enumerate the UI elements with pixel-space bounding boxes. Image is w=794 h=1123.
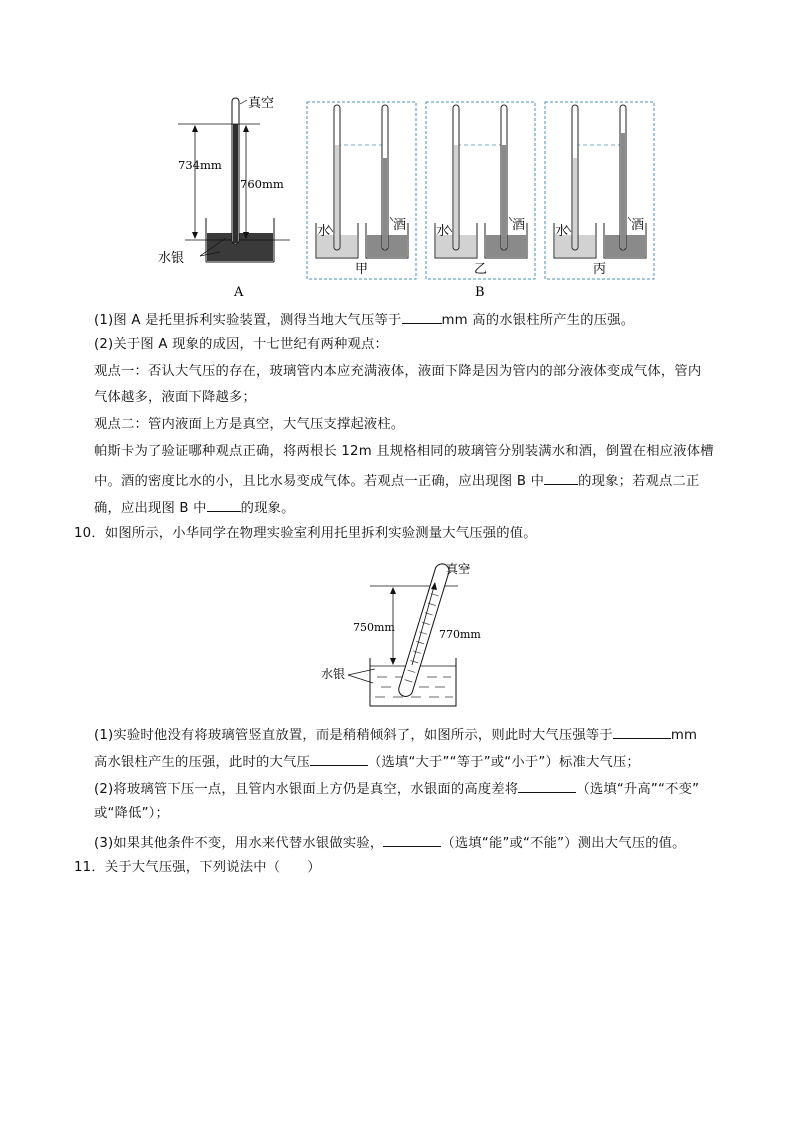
q10-fig-770-label: 770mm [439,628,481,641]
q9-viewpoint2: 观点二：管内液面上方是真空，大气压支撑起液柱。 [94,417,405,432]
figure-b-pascal [300,95,665,303]
figure-b-panel-yi-label: 乙 [474,262,488,277]
q9-part2: (2)关于图 A 现象的成因，十七世纪有两种观点： [94,337,389,352]
q10-blank-1[interactable] [613,724,671,739]
figure-a-734-label: 734mm [178,158,222,172]
q9-part1: (1)图 A 是托里拆利实验装置，测得当地大气压等于 mm 高的水银柱所产生的压强。 [94,309,634,330]
q10-blank-4[interactable] [383,832,441,847]
q10-part3: (3)如果其他条件不变，用水来代替水银做实验， （选填“能”或“不能”）测出大气压的值。 [94,832,686,853]
q10-blank-2[interactable] [310,751,368,766]
q9-blank-1[interactable] [402,309,442,324]
figure-b-bing-alcohol-label: 酒 [631,218,645,233]
q9-viewpoint1-line1: 观点一：否认大气压的存在，玻璃管内本应充满液体，液面下降是因为管内的部分液体变成气体，管内 [94,364,702,379]
q10-blank-3[interactable] [518,778,576,793]
figure-b-panel-jia-label: 甲 [355,262,369,277]
q9-viewpoint1-line2: 气体越多，液面下降越多； [94,390,256,405]
q10-fig-mercury-label: 水银 [321,667,346,681]
figure-b-caption: B [475,285,485,300]
q10-part2-line2: 或“降低”）； [94,806,170,821]
figure-b-yi-water-label: 水 [436,224,450,239]
q10-stem: 10．如图所示，小华同学在物理实验室利用托里拆利实验测量大气压强的值。 [74,526,537,541]
figure-a-mercury-basin [207,233,273,261]
figure-a-mercury-column [233,124,238,243]
figure-a-760-label: 760mm [240,177,284,191]
q9-blank-2[interactable] [544,470,578,485]
q9-pascal-line2: 中。酒的密度比水的小，且比水易变成气体。若观点一正确，应出现图 B 中 的现象；若观点二正 [94,470,700,491]
figure-a-mercury-label: 水银 [158,251,185,266]
figure-b-jia-water-label: 水 [317,224,331,239]
q10-part2-line1: (2)将玻璃管下压一点，且管内水银面上方仍是真空，水银面的高度差将 （选填“升高”“不变” [94,778,699,799]
figure-b-yi-alcohol-label: 酒 [512,218,526,233]
figure-b-panel-yi [426,102,535,279]
q9-blank-3[interactable] [207,497,241,512]
q10-fig-vacuum-label: 真空 [445,562,470,576]
figure-b-bing-water-label: 水 [555,224,569,239]
figure-b-panel-bing-label: 丙 [593,262,607,277]
q10-part1-line1: (1)实验时他没有将玻璃管竖直放置，而是稍稍倾斜了，如图所示，则此时大气压强等于 mm [94,724,697,745]
q9-pascal-line3: 确，应出现图 B 中 的现象。 [94,497,295,518]
figure-b-panel-bing [545,102,654,279]
figure-a-vacuum-label: 真空 [248,96,275,111]
q10-fig-750-label: 750mm [353,621,395,634]
q11-stem: 11．关于大气压强，下列说法中（ ） [74,860,321,875]
figure-b-panel-jia [307,102,416,279]
q10-part1-line2: 高水银柱产生的压强，此时的大气压 （选填“大于”“等于”或“小于”）标准大气压； [94,751,640,772]
q9-pascal-line1: 帕斯卡为了验证哪种观点正确，将两根长 12m 且规格相同的玻璃管分别装满水和酒，倒置在相应液体槽 [94,444,714,459]
figure-q10-tilted-tube [315,553,481,713]
figure-b-jia-alcohol-label: 酒 [393,218,407,233]
figure-a-torricelli [150,90,290,302]
figure-a-caption: A [234,285,244,300]
